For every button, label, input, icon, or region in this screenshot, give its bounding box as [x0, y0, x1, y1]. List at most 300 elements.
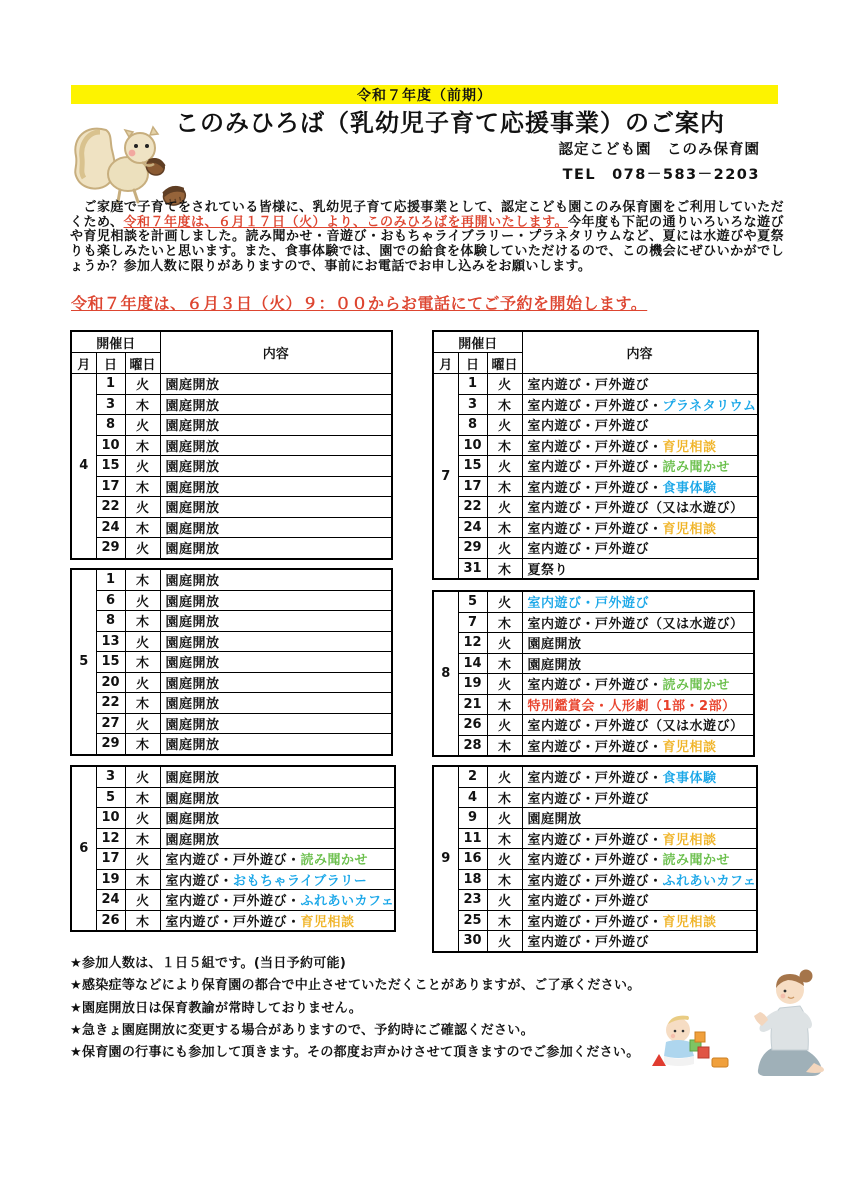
content-segment-black: 室内遊び・戸外遊び・ [165, 853, 301, 869]
content-segment-black: 園庭開放 [165, 480, 220, 496]
content-segment-black: 園庭開放 [165, 378, 220, 394]
content-segment-black: 室内遊び・戸外遊び [527, 935, 650, 951]
period-banner: 令和７年度（前期） [71, 85, 778, 104]
content-cell [522, 828, 757, 849]
content-cell [522, 633, 754, 654]
schedule-row [433, 890, 757, 911]
content-cell [160, 374, 392, 395]
squirrel-with-acorn-icon [68, 118, 196, 210]
content-cell [160, 476, 392, 497]
content-cell [160, 672, 392, 693]
content-cell [160, 611, 392, 632]
schedule-row [71, 672, 392, 693]
content-segment-black: 室内遊び・戸外遊び・ [527, 398, 663, 414]
content-segment-black: 室内遊び・戸外遊び・ [165, 914, 301, 930]
weekday-cell: 火 [487, 456, 522, 477]
reservation-notice: 令和７年度は、６月３日（火）９：００からお電話にてご予約を開始します。 [71, 294, 648, 313]
organization-block [440, 138, 760, 184]
schedule-table-month-9 [432, 765, 758, 953]
schedule-row [433, 653, 754, 674]
schedule-table [432, 330, 759, 580]
weekday-cell: 火 [487, 766, 522, 787]
content-segment-black: 園庭開放 [165, 594, 220, 610]
day-cell: 8 [96, 611, 125, 632]
day-cell: 12 [96, 828, 125, 849]
month-cell: 9 [433, 766, 458, 952]
schedule-row [71, 517, 392, 538]
weekday-cell: 火 [125, 672, 160, 693]
content-cell [522, 715, 754, 736]
weekday-cell: 火 [487, 591, 522, 612]
weekday-cell: 火 [125, 415, 160, 436]
content-cell [160, 538, 392, 559]
note-line: ★感染症等などにより保育園の都合で中止させていただくことがありますが、ご了承ください。 [70, 978, 641, 994]
content-cell [522, 766, 757, 787]
weekday-cell: 木 [487, 517, 522, 538]
day-cell: 27 [96, 713, 125, 734]
weekday-cell: 木 [487, 787, 522, 808]
content-segment-black: 室内遊び・戸外遊び・ [527, 460, 663, 476]
schedule-row [433, 787, 757, 808]
content-segment-black: 室内遊び・戸外遊び [527, 378, 650, 394]
weekday-cell: 木 [487, 476, 522, 497]
content-cell [522, 869, 757, 890]
day-cell: 8 [458, 415, 487, 436]
content-cell [522, 612, 754, 633]
header-day: 日 [458, 353, 487, 374]
day-cell: 15 [96, 652, 125, 673]
content-segment-black: 園庭開放 [165, 676, 220, 692]
content-cell [522, 694, 754, 715]
schedule-row [71, 374, 392, 395]
weekday-cell: 木 [125, 611, 160, 632]
weekday-cell: 木 [125, 787, 160, 808]
day-cell: 17 [458, 476, 487, 497]
schedule-table-month-5 [70, 568, 393, 756]
weekday-cell: 火 [487, 808, 522, 829]
weekday-cell: 木 [125, 652, 160, 673]
content-cell [160, 869, 395, 890]
content-cell [522, 849, 757, 870]
schedule-row [433, 828, 757, 849]
weekday-cell: 木 [125, 693, 160, 714]
content-cell [160, 517, 392, 538]
content-cell [160, 910, 395, 931]
header-kaisaibi: 開催日 [433, 331, 522, 353]
content-segment-gold: 育児相談 [662, 739, 717, 755]
schedule-row [71, 713, 392, 734]
day-cell: 19 [96, 869, 125, 890]
day-cell: 25 [458, 910, 487, 931]
content-segment-gold: 育児相談 [300, 914, 355, 930]
header-weekday: 曜日 [125, 353, 160, 374]
content-segment-green: 読み聞かせ [662, 853, 731, 869]
schedule-row [433, 517, 758, 538]
content-cell [160, 890, 395, 911]
schedule-row [71, 569, 392, 590]
weekday-cell: 火 [487, 674, 522, 695]
weekday-cell: 火 [125, 456, 160, 477]
day-cell: 26 [96, 910, 125, 931]
content-segment-black: 園庭開放 [527, 812, 582, 828]
weekday-cell: 木 [125, 517, 160, 538]
content-cell [160, 828, 395, 849]
weekday-cell: 木 [487, 653, 522, 674]
schedule-table-month-8 [432, 590, 755, 757]
month-cell: 5 [71, 569, 96, 755]
schedule-row [71, 693, 392, 714]
content-segment-black: 室内遊び・戸外遊び・ [165, 894, 301, 910]
day-cell: 21 [458, 694, 487, 715]
schedule-row [71, 869, 395, 890]
weekday-cell: 火 [125, 808, 160, 829]
header-month: 月 [433, 353, 458, 374]
day-cell: 1 [96, 569, 125, 590]
content-cell [522, 415, 758, 436]
day-cell: 3 [96, 766, 125, 787]
day-cell: 10 [96, 435, 125, 456]
content-segment-black: 夏祭り [527, 562, 569, 578]
weekday-cell: 木 [125, 476, 160, 497]
content-cell [160, 693, 392, 714]
weekday-cell: 火 [487, 849, 522, 870]
day-cell: 26 [458, 715, 487, 736]
day-cell: 22 [458, 497, 487, 518]
content-segment-black: 室内遊び・戸外遊び・ [527, 439, 663, 455]
day-cell: 28 [458, 735, 487, 756]
content-cell [160, 590, 392, 611]
day-cell: 30 [458, 931, 487, 952]
day-cell: 22 [96, 497, 125, 518]
content-cell [160, 631, 392, 652]
weekday-cell: 木 [487, 694, 522, 715]
content-segment-gold: 育児相談 [662, 832, 717, 848]
schedule-row [71, 590, 392, 611]
weekday-cell: 木 [125, 910, 160, 931]
schedule-row [433, 694, 754, 715]
schedule-row [433, 374, 758, 395]
header-weekday: 曜日 [487, 353, 522, 374]
intro-text-highlight: 令和７年度は、６月１７日（火）より、このみひろばを再開いたします。 [123, 214, 569, 230]
schedule-table-month-7 [432, 330, 759, 580]
day-cell: 15 [458, 456, 487, 477]
content-cell [522, 476, 758, 497]
note-line: ★保育園の行事にも参加して頂きます。その都度お声かけさせて頂きますのでご参加ください。 [70, 1045, 640, 1061]
day-cell: 24 [96, 890, 125, 911]
content-segment-green: 読み聞かせ [300, 853, 369, 869]
content-segment-black: 園庭開放 [165, 771, 220, 787]
content-segment-blue: 食事体験 [662, 480, 717, 496]
content-segment-black: 園庭開放 [165, 419, 220, 435]
content-segment-blue: 食事体験 [662, 771, 717, 787]
weekday-cell: 木 [125, 734, 160, 755]
content-cell [160, 652, 392, 673]
weekday-cell: 木 [125, 435, 160, 456]
schedule-row [71, 734, 392, 755]
weekday-cell: 火 [487, 538, 522, 559]
mother-and-baby-icon [640, 948, 840, 1093]
weekday-cell: 火 [125, 766, 160, 787]
content-segment-black: 室内遊び・戸外遊び（又は水遊び） [527, 501, 744, 517]
weekday-cell: 火 [125, 631, 160, 652]
content-segment-black: 園庭開放 [165, 738, 220, 754]
content-segment-black: 園庭開放 [527, 657, 582, 673]
content-segment-black: 園庭開放 [165, 697, 220, 713]
header-kaisaibi: 開催日 [71, 331, 160, 353]
schedule-table [432, 590, 755, 757]
day-cell: 23 [458, 890, 487, 911]
content-segment-gold: 育児相談 [662, 914, 717, 930]
content-cell [160, 713, 392, 734]
day-cell: 9 [458, 808, 487, 829]
schedule-row [433, 633, 754, 654]
content-segment-black: 園庭開放 [165, 501, 220, 517]
weekday-cell: 木 [125, 394, 160, 415]
month-cell: 4 [71, 374, 96, 559]
schedule-table [70, 568, 393, 756]
day-cell: 8 [96, 415, 125, 436]
day-cell: 19 [458, 674, 487, 695]
day-cell: 31 [458, 558, 487, 579]
schedule-row [71, 828, 395, 849]
content-cell [522, 808, 757, 829]
content-segment-blue: ふれあいカフェ [300, 894, 395, 910]
day-cell: 10 [458, 435, 487, 456]
month-cell: 8 [433, 591, 458, 756]
weekday-cell: 火 [487, 374, 522, 395]
day-cell: 4 [458, 787, 487, 808]
schedule-row [433, 456, 758, 477]
content-segment-black: 園庭開放 [165, 635, 220, 651]
schedule-row [433, 808, 757, 829]
content-cell [160, 787, 395, 808]
day-cell: 22 [96, 693, 125, 714]
content-segment-black: 室内遊び・戸外遊び・ [527, 853, 663, 869]
intro-text-post: 今年度も下記の通りいろいろな遊びや育児相談を計画しました。読み聞かせ・音遊び・おもちゃライブラリー・プラネタリウムなど、夏には水遊びや夏祭りも楽しみたいと思います。また、食事体験では、園での給食を体験していただけるので、この機会にぜひいかがでしょうか？参加人数に限りがありますので、事前にお電話でお申し込みをお願いします。 [70, 214, 784, 274]
content-segment-black: 室内遊び・戸外遊び（又は水遊び） [527, 719, 744, 735]
content-segment-black: 室内遊び・戸外遊び・ [527, 914, 663, 930]
note-line: ★急きょ園庭開放に変更する場合がありますので、予約時にご確認ください。 [70, 1022, 534, 1038]
content-segment-black: 室内遊び・戸外遊び [527, 791, 650, 807]
schedule-row [433, 415, 758, 436]
content-cell [522, 538, 758, 559]
note-line: ★園庭開放日は保育教諭が常時しておりません。 [70, 1000, 363, 1016]
day-cell: 6 [96, 590, 125, 611]
schedule-row [71, 910, 395, 931]
day-cell: 13 [96, 631, 125, 652]
note-line: ★参加人数は、１日５組です。(当日予約可能) [70, 956, 347, 971]
intro-paragraph [70, 201, 784, 275]
schedule-row [71, 787, 395, 808]
schedule-row [71, 766, 395, 787]
day-cell: 1 [96, 374, 125, 395]
schedule-row [433, 766, 757, 787]
organization-name: 認定こども園 このみ保育園 [558, 142, 760, 158]
content-segment-black: 室内遊び・戸外遊び（又は水遊び） [527, 616, 744, 632]
day-cell: 16 [458, 849, 487, 870]
day-cell: 5 [458, 591, 487, 612]
content-cell [522, 374, 758, 395]
schedule-row [433, 435, 758, 456]
schedule-row [71, 631, 392, 652]
weekday-cell: 木 [487, 435, 522, 456]
content-segment-black: 園庭開放 [165, 615, 220, 631]
content-segment-green: 読み聞かせ [662, 460, 731, 476]
content-cell [160, 808, 395, 829]
content-cell [522, 394, 758, 415]
content-cell [522, 558, 758, 579]
content-cell [160, 415, 392, 436]
content-cell [160, 569, 392, 590]
header-content: 内容 [160, 331, 392, 374]
content-cell [522, 435, 758, 456]
content-cell [522, 735, 754, 756]
content-segment-black: 園庭開放 [165, 542, 220, 558]
content-cell [160, 766, 395, 787]
schedule-row [71, 652, 392, 673]
weekday-cell: 木 [487, 869, 522, 890]
day-cell: 29 [96, 734, 125, 755]
content-segment-gold: 育児相談 [662, 439, 717, 455]
content-cell [522, 910, 757, 931]
day-cell: 7 [458, 612, 487, 633]
day-cell: 5 [96, 787, 125, 808]
schedule-row [71, 890, 395, 911]
schedule-table-month-4 [70, 330, 393, 560]
content-segment-black: 園庭開放 [165, 521, 220, 537]
content-segment-black: 園庭開放 [165, 398, 220, 414]
month-cell: 6 [71, 766, 96, 931]
content-segment-black: 室内遊び・戸外遊び・ [527, 678, 663, 694]
content-cell [522, 674, 754, 695]
header-day: 日 [96, 353, 125, 374]
weekday-cell: 火 [487, 497, 522, 518]
weekday-cell: 火 [125, 849, 160, 870]
weekday-cell: 火 [487, 415, 522, 436]
schedule-row [433, 476, 758, 497]
content-segment-black: 室内遊び・戸外遊び [527, 542, 650, 558]
day-cell: 3 [458, 394, 487, 415]
content-segment-black: 園庭開放 [165, 791, 220, 807]
schedule-row [433, 591, 754, 612]
content-cell [522, 591, 754, 612]
schedule-row [71, 476, 392, 497]
content-segment-black: 園庭開放 [165, 717, 220, 733]
content-segment-black: 園庭開放 [165, 574, 220, 590]
weekday-cell: 木 [125, 869, 160, 890]
day-cell: 1 [458, 374, 487, 395]
schedule-row [71, 849, 395, 870]
content-segment-blue: おもちゃライブラリー [233, 873, 368, 889]
schedule-row [433, 849, 757, 870]
schedule-row [433, 869, 757, 890]
weekday-cell: 火 [125, 890, 160, 911]
content-segment-black: 園庭開放 [165, 812, 220, 828]
content-segment-black: 室内遊び・戸外遊び・ [527, 873, 663, 889]
content-cell [522, 497, 758, 518]
weekday-cell: 木 [487, 735, 522, 756]
content-cell [522, 890, 757, 911]
day-cell: 2 [458, 766, 487, 787]
weekday-cell: 火 [125, 497, 160, 518]
content-segment-black: 室内遊び・戸外遊び・ [527, 739, 663, 755]
day-cell: 24 [96, 517, 125, 538]
schedule-row [433, 558, 758, 579]
weekday-cell: 火 [487, 715, 522, 736]
day-cell: 17 [96, 849, 125, 870]
content-segment-black: 室内遊び・戸外遊び・ [527, 832, 663, 848]
content-segment-blue: 室内遊び・戸外遊び [527, 596, 650, 612]
content-segment-black: 園庭開放 [165, 832, 220, 848]
day-cell: 29 [96, 538, 125, 559]
weekday-cell: 火 [125, 713, 160, 734]
content-segment-black: 室内遊び・戸外遊び [527, 419, 650, 435]
schedule-row [71, 497, 392, 518]
schedule-row [433, 497, 758, 518]
content-segment-blue: プラネタリウム [662, 398, 757, 414]
day-cell: 10 [96, 808, 125, 829]
day-cell: 24 [458, 517, 487, 538]
weekday-cell: 木 [125, 569, 160, 590]
header-month: 月 [71, 353, 96, 374]
weekday-cell: 火 [487, 931, 522, 952]
schedule-row [71, 538, 392, 559]
weekday-cell: 木 [487, 394, 522, 415]
content-cell [522, 456, 758, 477]
content-segment-black: 室内遊び・戸外遊び・ [527, 521, 663, 537]
schedule-row [433, 910, 757, 931]
weekday-cell: 木 [487, 828, 522, 849]
day-cell: 12 [458, 633, 487, 654]
schedule-row [433, 538, 758, 559]
weekday-cell: 火 [125, 590, 160, 611]
weekday-cell: 火 [487, 633, 522, 654]
day-cell: 11 [458, 828, 487, 849]
content-segment-black: 室内遊び・戸外遊び・ [527, 771, 663, 787]
schedule-table [432, 765, 758, 953]
schedule-row [433, 674, 754, 695]
content-segment-green: 読み聞かせ [662, 678, 731, 694]
content-segment-black: 園庭開放 [527, 637, 582, 653]
schedule-row [71, 394, 392, 415]
day-cell: 17 [96, 476, 125, 497]
content-cell [522, 517, 758, 538]
content-segment-red: 特別鑑賞会・人形劇（1部・2部） [527, 698, 736, 714]
schedule-table [70, 330, 393, 560]
day-cell: 15 [96, 456, 125, 477]
weekday-cell: 木 [487, 910, 522, 931]
weekday-cell: 木 [487, 558, 522, 579]
intro-text-pre: ご家庭で子育てをされている皆様に、乳幼児子育て応援事業として、認定こども園このみ保育園をご利用していただくため、 [70, 200, 784, 230]
schedule-table [70, 765, 396, 932]
header-content: 内容 [522, 331, 758, 374]
schedule-row [71, 456, 392, 477]
weekday-cell: 木 [487, 612, 522, 633]
content-cell [522, 653, 754, 674]
day-cell: 29 [458, 538, 487, 559]
day-cell: 14 [458, 653, 487, 674]
weekday-cell: 木 [125, 828, 160, 849]
schedule-row [433, 612, 754, 633]
page-title: このみひろば（乳幼児子育て応援事業）のご案内 [175, 109, 725, 137]
squirrel-illustration [68, 118, 196, 210]
content-segment-black: 室内遊び・戸外遊び [527, 894, 650, 910]
content-segment-blue: ふれあいカフェ [662, 873, 757, 889]
phone-number: TEL 078－583－2203 [562, 167, 760, 183]
content-segment-black: 園庭開放 [165, 460, 220, 476]
day-cell: 20 [96, 672, 125, 693]
content-cell [160, 435, 392, 456]
